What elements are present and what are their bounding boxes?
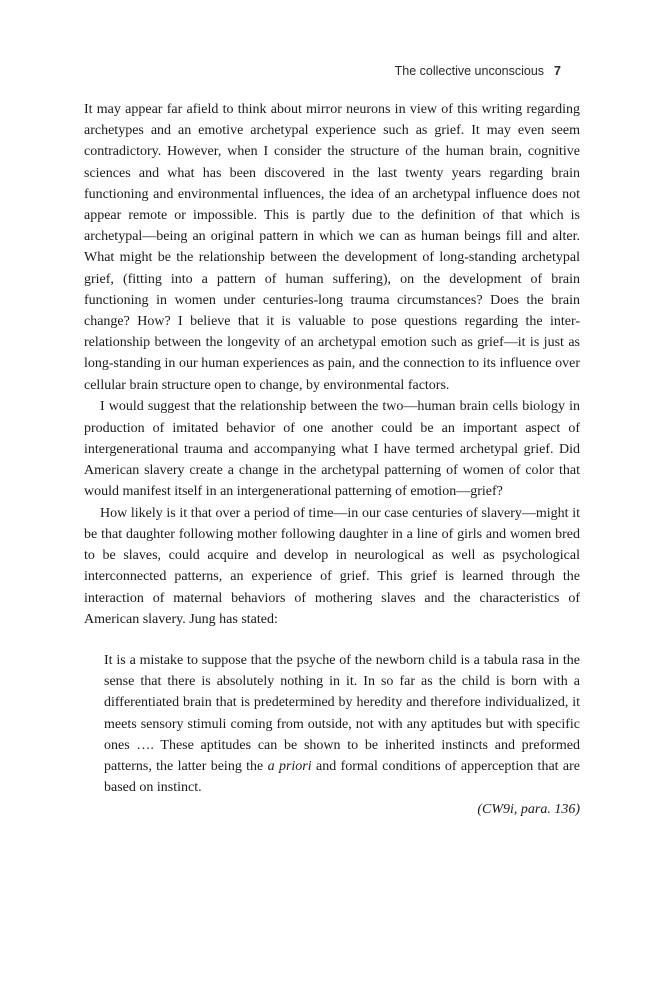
body-text [84, 99, 580, 820]
quote-italic-phrase: a priori [267, 759, 312, 775]
running-head [395, 64, 561, 78]
block-quote [104, 650, 580, 820]
quote-citation: (CW9i, para. 136) [477, 801, 580, 817]
page-number: 7 [554, 64, 561, 78]
quote-text [104, 650, 580, 798]
paragraph: I would suggest that the relationship between the two—human brain cells biology in production of imitated behavior of one another could be an important aspect of intergenerational trauma and accompanying what I have termed archetypal grief. Did American slavery create a change in the archetypal patterning of women of color that would manifest itself in an intergenerational patterning of emotion—grief? [84, 399, 580, 500]
quote-text-part: and formal conditions of apperception that are based on instinct. [104, 759, 580, 796]
paragraph: How likely is it that over a period of time—in our case centuries of slavery—might it be that daughter following mother following daughter in a line of girls and women bred to be slaves, could acquire and develop in neurological as well as psychological interconnected patterns, an experience of grief. This grief is learned through the interaction of maternal behaviors of mothering slaves and the characteristics of American slavery. Jung has stated: [84, 505, 580, 627]
paragraph: It may appear far afield to think about mirror neurons in view of this writing regarding archetypes and an emotive archetypal experience such as grief. It may even seem contradictory. However, when I consider the structure of the human brain, cognitive sciences and what has been discovered in the last twenty years regarding brain functioning and environmental influences, the idea of an archetypal influence does not appear remote or impossible. This is partly due to the definition of that which is archetypal—being an original pattern in which we can as human beings fill and alter. What might be the relationship between the development of long-standing archetypal grief, (fitting into a pattern of human suffering), on the development of brain functioning in women under centuries-long trauma circumstances? Does the brain change? How? I believe that it is valuable to pose questions regarding the inter-relationship between the longevity of an archetypal emotion such as grief—it is just as long-standing in our human experiences as pain, and the connection to its influence over cellular brain structure open to change, by environmental factors. [84, 102, 580, 393]
quote-text-part: It is a mistake to suppose that the psyche of the newborn child is a tabula rasa in the sense that there is absolutely nothing in it. In so far as the child is born with a differentiated brain that is predetermined by heredity and therefore individualized, it meets sensory stimuli coming from outside, not with any aptitudes but with specific ones …. These aptitudes can be shown to be inherited instincts and preformed patterns, the latter being the [104, 653, 580, 775]
running-head-title: The collective unconscious [394, 64, 545, 78]
